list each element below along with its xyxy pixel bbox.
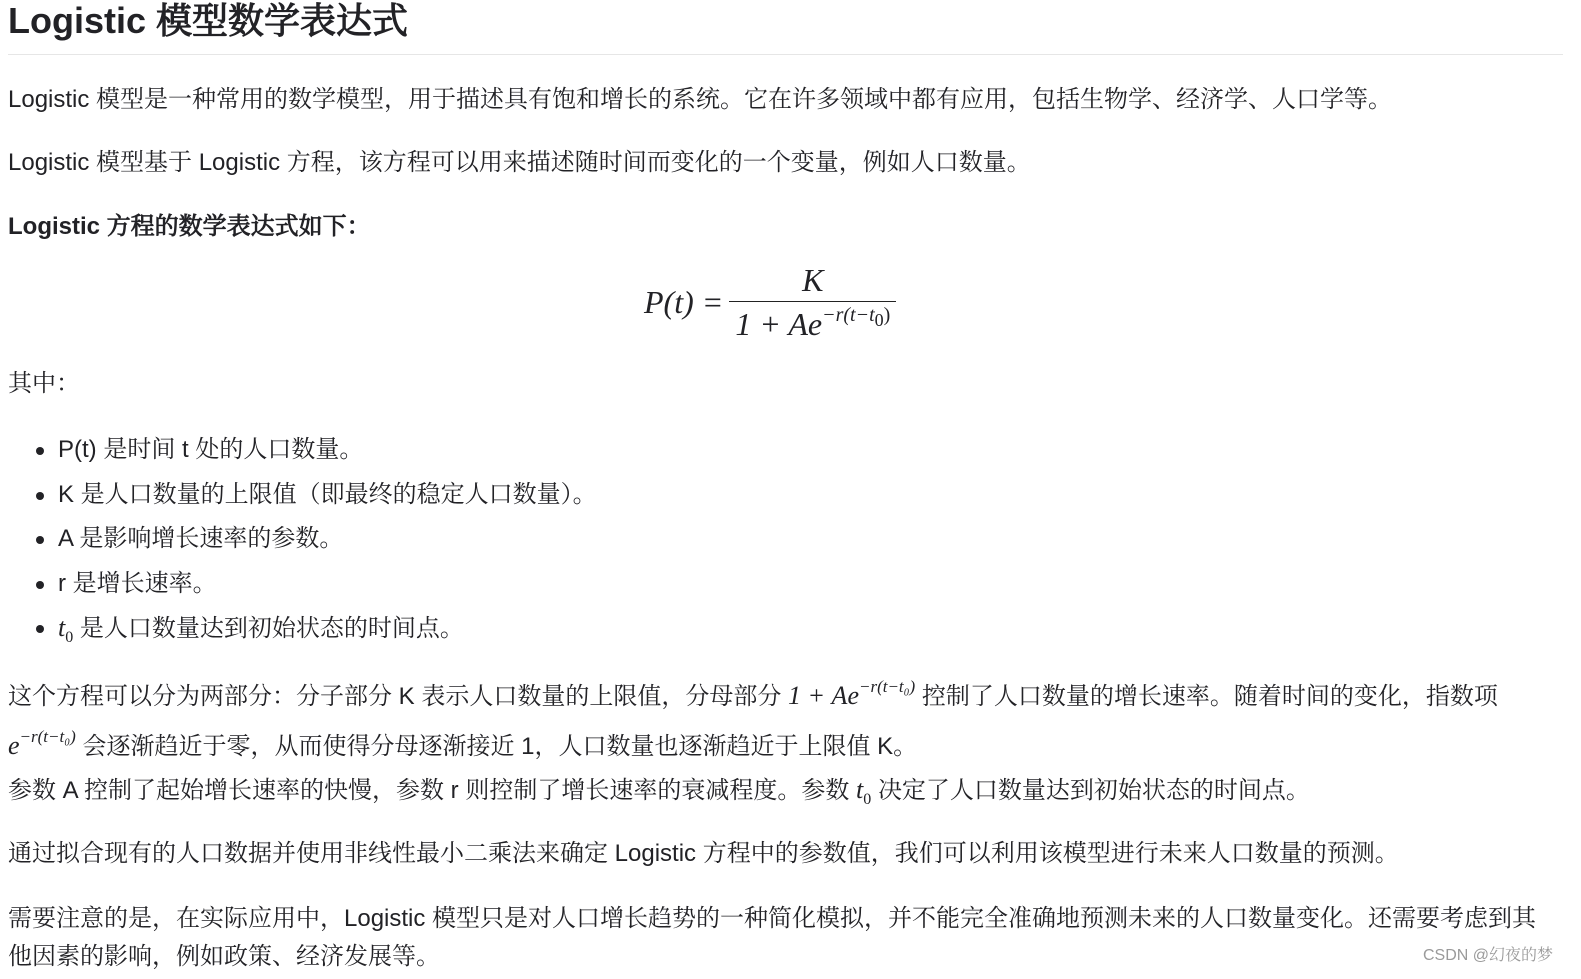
list-item: r 是增长速率。 xyxy=(36,562,597,607)
exponent-math: $e^{-r(t-t_0)}$ xyxy=(8,727,76,760)
list-item: K 是人口数量的上限值（即最终的稳定人口数量）。 xyxy=(36,473,597,518)
formula-numerator: K xyxy=(729,262,896,302)
formula-lhs: P(t) = xyxy=(644,284,724,320)
where-label: 其中： xyxy=(8,370,80,397)
denominator-math: $1 + Ae^{-r(t-t_0)}$ xyxy=(788,677,916,710)
list-item: P(t) 是时间 t 处的人口数量。 xyxy=(36,428,597,473)
intro-paragraph: Logistic 模型是一种常用的数学模型，用于描述具有饱和增长的系统。它在许多领域中都有应用，包括生物学、经济学、人口学等。 xyxy=(8,86,1393,113)
variable-list xyxy=(8,428,597,661)
list-item: A 是影响增长速率的参数。 xyxy=(36,517,597,562)
page-title: Logistic 模型数学表达式 xyxy=(8,0,1563,55)
formula-fraction xyxy=(735,262,890,343)
formula-denominator: $1 + Ae^{-r(t-t_0)}$ xyxy=(735,304,891,342)
t0-math: $t_0$ xyxy=(856,775,872,809)
t0-math: $t_0$ xyxy=(58,613,74,647)
fitting-paragraph: 通过拟合现有的人口数据并使用非线性最小二乘法来确定 Logistic 方程中的参数值，我们可以利用该模型进行未来人口数量的预测。 xyxy=(8,840,1399,867)
parameter-paragraph: 参数 A 控制了起始增长速率的快慢，参数 r 则控制了增长速率的衰减程度。参数 $t_0$ 决定了人口数量达到初始状态的时间点。 xyxy=(8,775,1310,809)
logistic-formula xyxy=(644,262,890,343)
list-item: $t_0$ 是人口数量达到初始状态的时间点。 xyxy=(36,606,597,661)
equation-intro-paragraph: Logistic 模型基于 Logistic 方程，该方程可以用来描述随时间而变化的一个变量，例如人口数量。 xyxy=(8,149,1031,176)
explanation-paragraph: 这个方程可以分为两部分：分子部分 K 表示人口数量的上限值，分母部分 $1 + Ae^{-r(t-t_0)}$ 控制了人口数量的增长速率。随着时间的变化，指数项 $e^{-r(t-t_0)}$ 会逐渐趋近于零，从而使得分母逐渐接近 1，人口数量也逐渐趋近于上限值 K。 xyxy=(8,677,1498,760)
note-paragraph: 需要注意的是，在实际应用中，Logistic 模型只是对人口增长趋势的一种简化模拟，并不能完全准确地预测未来的人口数量变化。还需要考虑到其他因素的影响，例如政策、经济发展等。 xyxy=(8,905,1537,970)
formula-heading: Logistic 方程的数学表达式如下： xyxy=(8,213,371,240)
watermark: CSDN @幻夜的梦 xyxy=(1422,947,1553,964)
